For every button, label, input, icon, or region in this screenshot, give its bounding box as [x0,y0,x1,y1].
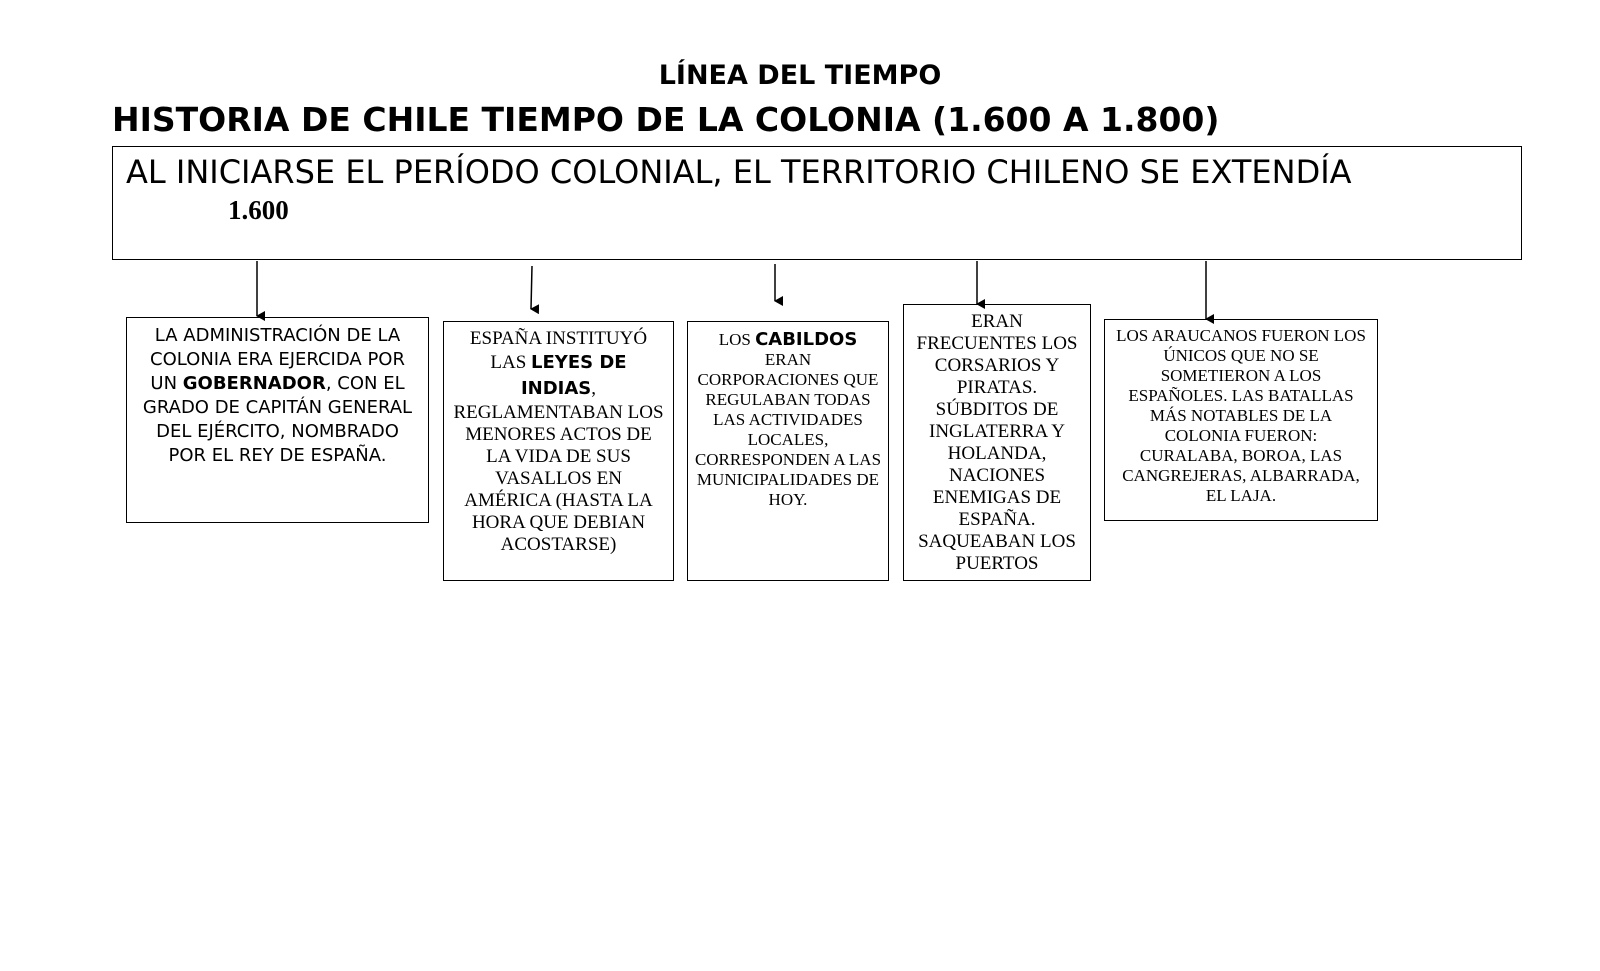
box-araucanos [1104,319,1378,521]
box-leyes-de-indias [443,321,674,581]
box-cabildos [687,321,889,581]
box-cabildos-bold: CABILDOS [755,329,858,350]
box-leyes-text-2: , REGLAMENTABAN LOS MENORES ACTOS DE LA VIDA DE SUS VASALLOS EN AMÉRICA (HASTA LA HORA QUE DEBIAN ACOSTARSE) [453,378,664,555]
box-corsarios [903,304,1091,581]
arrow-2 [531,266,532,309]
box-cabildos-text-2: ERAN CORPORACIONES QUE REGULABAN TODAS LAS ACTIVIDADES LOCALES, CORRESPONDEN A LAS MUNICIPALIDADES DE HOY. [694,350,882,509]
intro-text: AL INICIARSE EL PERÍODO COLONIAL, EL TERRITORIO CHILENO SE EXTENDÍA [126,153,1352,191]
box-araucanos-text: LOS ARAUCANOS FUERON LOS ÚNICOS QUE NO SE SOMETIERON A LOS ESPAÑOLES. LAS BATALLAS MÁS NOTABLES DE LA COLONIA FUERON: CURALABA, BOROA, LAS CANGREJERAS, ALBARRADA, EL LAJA. [1116,326,1366,505]
box-gobernador-text-1: LA ADMINISTRACIÓN DE LA COLONIA ERA EJERCIDA POR UN [150,325,405,394]
box-cabildos-text-1: LOS [718,330,756,349]
page-title: LÍNEA DEL TIEMPO [658,60,942,91]
page-subtitle: HISTORIA DE CHILE TIEMPO DE LA COLONIA (1.600 A 1.800) [112,100,1220,139]
intro-year: 1.600 [228,195,289,225]
box-leyes-bold: LEYES DE INDIAS [520,352,627,399]
box-corsarios-text: ERAN FRECUENTES LOS CORSARIOS Y PIRATAS. SÚBDITOS DE INGLATERRA Y HOLANDA, NACIONES ENEMIGAS DE ESPAÑA. SAQUEABAN LOS PUERTOS [916,311,1078,574]
box-gobernador-bold: GOBERNADOR [182,373,326,394]
box-gobernador [126,317,429,523]
box-leyes-text-1: ESPAÑA INSTITUYÓ LAS [469,328,648,373]
box-gobernador-text-2: , CON EL GRADO DE CAPITÁN GENERAL DEL EJÉRCITO, NOMBRADO POR EL REY DE ESPAÑA. [142,373,413,466]
